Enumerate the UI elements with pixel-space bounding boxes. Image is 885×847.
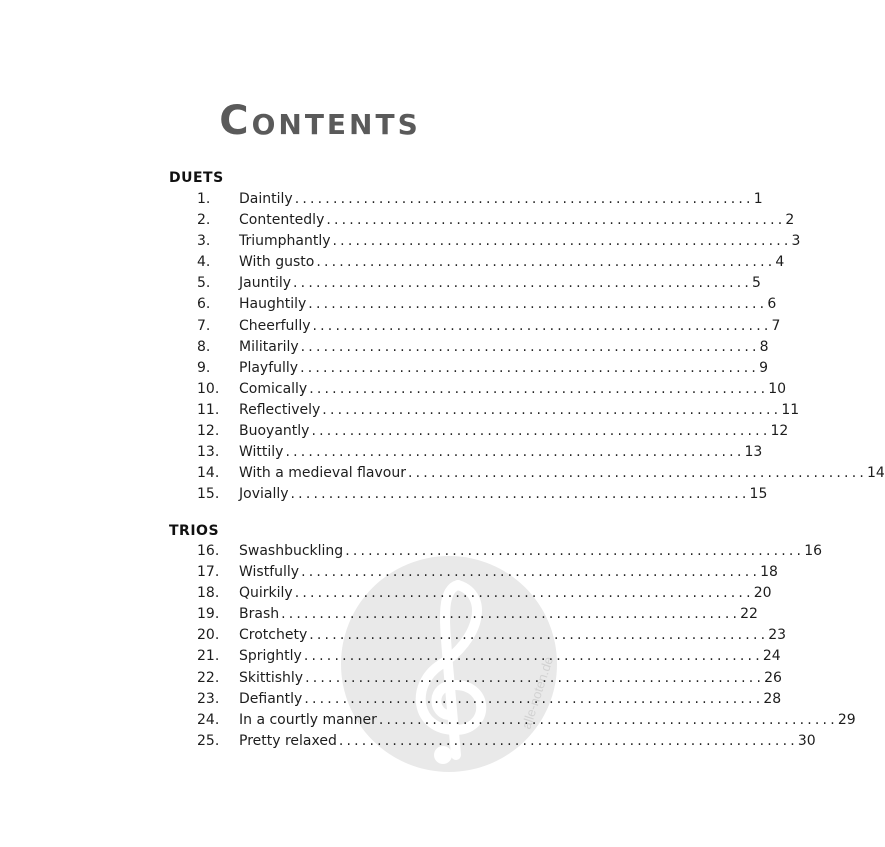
entry-number: 15. (197, 486, 220, 503)
entry-title: Crotchety (239, 627, 308, 644)
entry-page-number: 4 (775, 254, 785, 271)
entry-title: Comically (239, 380, 308, 397)
entry-number: 1. (197, 191, 211, 207)
entry-line (239, 273, 761, 294)
entry-title: Contentedly (239, 212, 325, 229)
entry-number: 4. (197, 254, 211, 271)
entry-line (239, 463, 885, 484)
toc-entry[interactable] (0, 358, 768, 379)
entry-title: Swashbuckling (239, 543, 344, 559)
entry-number: 5. (197, 275, 211, 292)
entry-title: Daintily (239, 191, 293, 207)
entry-page-number: 18 (760, 564, 778, 581)
entry-number: 7. (197, 317, 211, 334)
entry-line (239, 583, 772, 604)
entry-page-number: 8 (759, 338, 769, 355)
entry-number: 24. (197, 711, 220, 728)
entry-title: Buoyantly (239, 423, 310, 440)
toc-entry[interactable] (0, 710, 856, 731)
watermark-text: alle-noten.de (518, 654, 557, 731)
entry-number: 19. (197, 606, 220, 623)
entry-line (239, 731, 816, 752)
entry-page-number: 9 (759, 359, 768, 376)
trios-list (0, 541, 856, 752)
entry-page-number: 5 (752, 275, 761, 292)
entry-title: Haughtily (239, 296, 307, 313)
entry-page-number: 22 (740, 606, 758, 623)
dot-leader: ............................................................ (308, 296, 768, 313)
entry-number: 21. (197, 648, 220, 665)
entry-number: 16. (197, 543, 220, 559)
entry-line (239, 668, 782, 689)
toc-entry[interactable] (0, 337, 769, 358)
entry-number: 14. (197, 465, 220, 482)
dot-leader: ............................................................ (300, 338, 760, 355)
entry-page-number: 29 (837, 711, 856, 728)
dot-leader: ............................................................ (345, 543, 805, 559)
dot-leader: ............................................................ (309, 380, 769, 397)
entry-page-number: 20 (753, 585, 772, 602)
entry-number: 8. (197, 338, 211, 355)
toc-entry[interactable] (0, 294, 777, 315)
dot-leader: ............................................................ (290, 486, 750, 503)
entry-number: 18. (197, 585, 220, 602)
entry-page-number: 24 (762, 648, 781, 665)
entry-title: Jauntily (239, 275, 292, 292)
entry-number: 3. (197, 233, 211, 250)
toc-entry[interactable] (0, 668, 782, 689)
entry-line (239, 689, 782, 710)
entry-page-number: 15 (749, 486, 768, 503)
entry-title: With gusto (239, 254, 315, 271)
dot-leader: ............................................................ (301, 564, 761, 581)
entry-title: Militarily (239, 338, 299, 355)
toc-entry[interactable] (0, 379, 787, 400)
dot-leader: ............................................................ (378, 711, 838, 728)
toc-entry[interactable] (0, 562, 778, 583)
toc-entry[interactable] (0, 231, 801, 252)
dot-leader: ............................................................ (305, 669, 765, 686)
entry-title: Triumphantly (239, 233, 331, 250)
entry-page-number: 16 (804, 543, 823, 559)
toc-entry[interactable] (0, 316, 781, 337)
entry-number: 13. (197, 444, 220, 461)
entry-title: Defiantly (239, 690, 303, 707)
toc-entry[interactable] (0, 604, 758, 625)
entry-line (239, 442, 763, 463)
dot-leader: ............................................................ (300, 359, 760, 376)
entry-number: 17. (197, 564, 220, 581)
entry-number: 6. (197, 296, 211, 313)
toc-entry[interactable] (0, 421, 789, 442)
entry-number: 11. (197, 401, 220, 418)
entry-line (239, 189, 763, 210)
entry-page-number: 3 (791, 233, 801, 250)
dot-leader: ............................................................ (304, 690, 764, 707)
entry-number: 20. (197, 627, 220, 644)
entry-page-number: 7 (771, 317, 781, 334)
entry-page-number: 28 (763, 690, 782, 707)
entry-line (239, 421, 789, 442)
dot-leader: ............................................................ (281, 606, 741, 623)
entry-page-number: 2 (785, 212, 795, 229)
duets-list (0, 189, 885, 505)
entry-title: Reflectively (239, 401, 321, 418)
page-title: Contents (219, 98, 421, 144)
dot-leader: ............................................................ (294, 191, 754, 207)
dot-leader: ............................................................ (332, 233, 792, 250)
toc-entry[interactable] (0, 541, 823, 562)
entry-title: Playfully (239, 359, 299, 376)
entry-title: Wittily (239, 444, 284, 461)
dot-leader: ............................................................ (311, 423, 771, 440)
dot-leader: ............................................................ (294, 585, 754, 602)
entry-line (239, 379, 787, 400)
dot-leader: ............................................................ (293, 275, 753, 292)
entry-page-number: 14 (867, 465, 885, 482)
entry-line (239, 252, 785, 273)
section-heading-duets: DUETS (169, 170, 224, 186)
entry-page-number: 13 (744, 444, 763, 461)
entry-line (239, 231, 801, 252)
entry-line (239, 625, 787, 646)
toc-entry[interactable] (0, 210, 795, 231)
entry-title: Jovially (239, 486, 289, 503)
entry-number: 12. (197, 423, 220, 440)
entry-line (239, 400, 800, 421)
toc-entry[interactable] (0, 484, 768, 505)
entry-line (239, 316, 781, 337)
toc-entry[interactable] (0, 273, 761, 294)
toc-entry[interactable] (0, 189, 763, 210)
entry-page-number: 10 (768, 380, 787, 397)
entry-title: Wistfully (239, 564, 300, 581)
entry-page-number: 23 (768, 627, 787, 644)
entry-number: 22. (197, 669, 220, 686)
dot-leader: ............................................................ (338, 732, 798, 749)
entry-title: With a medieval flavour (239, 465, 406, 482)
entry-page-number: 26 (764, 669, 782, 686)
toc-entry[interactable] (0, 400, 800, 421)
entry-line (239, 337, 769, 358)
entry-page-number: 11 (781, 401, 800, 418)
toc-entry[interactable] (0, 731, 816, 752)
entry-line (239, 541, 823, 562)
entry-title: Quirkily (239, 585, 293, 602)
dot-leader: ............................................................ (326, 212, 786, 229)
entry-title: Cheerfully (239, 317, 311, 334)
entry-line (239, 210, 795, 231)
entry-number: 9. (197, 359, 211, 376)
toc-entry[interactable] (0, 442, 763, 463)
entry-line (239, 562, 778, 583)
dot-leader: ............................................................ (309, 627, 769, 644)
toc-entry[interactable] (0, 689, 782, 710)
entry-title: Brash (239, 606, 280, 623)
entry-title: In a courtly manner (239, 711, 377, 728)
entry-line (239, 646, 781, 667)
dot-leader: ............................................................ (408, 465, 868, 482)
entry-line (239, 294, 777, 315)
entry-title: Skittishly (239, 669, 304, 686)
dot-leader: ............................................................ (303, 648, 763, 665)
entry-number: 25. (197, 732, 220, 749)
entry-line (239, 358, 768, 379)
dot-leader: ............................................................ (322, 401, 782, 418)
entry-page-number: 6 (767, 296, 777, 313)
entry-line (239, 484, 768, 505)
dot-leader: ............................................................ (285, 444, 745, 461)
toc-entry[interactable] (0, 252, 785, 273)
entry-number: 10. (197, 380, 220, 397)
entry-number: 23. (197, 690, 220, 707)
toc-entry[interactable] (0, 646, 781, 667)
entry-number: 2. (197, 212, 211, 229)
entry-page-number: 30 (797, 732, 816, 749)
toc-entry[interactable] (0, 625, 787, 646)
toc-entry[interactable] (0, 583, 772, 604)
entry-page-number: 12 (770, 423, 789, 440)
section-heading-trios: TRIOS (169, 523, 220, 539)
entry-page-number: 1 (753, 191, 763, 207)
entry-title: Sprightly (239, 648, 302, 665)
dot-leader: ............................................................ (312, 317, 772, 334)
dot-leader: ............................................................ (316, 254, 776, 271)
entry-title: Pretty relaxed (239, 732, 337, 749)
entry-line (239, 710, 856, 731)
entry-line (239, 604, 758, 625)
toc-entry[interactable] (0, 463, 885, 484)
